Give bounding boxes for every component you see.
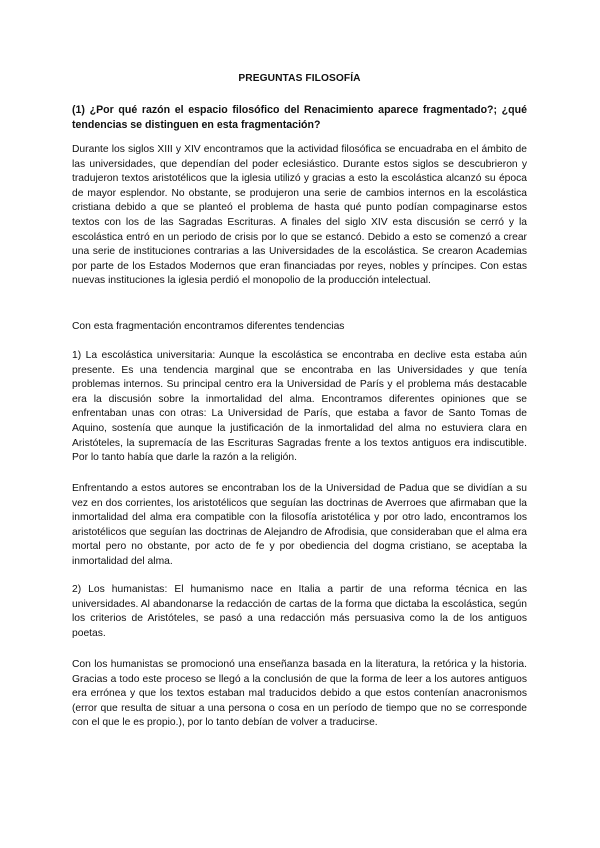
question-heading: (1) ¿Por qué razón el espacio filosófico del Renacimiento aparece fragmentado?; ¿qué tendencias se distinguen en esta fragmentación? <box>72 104 527 131</box>
paragraph-tendencies-intro: Con esta fragmentación encontramos diferentes tendencias <box>72 321 345 332</box>
paragraph-intro: Durante los siglos XIII y XIV encontramos que la actividad filosófica se encuadraba en el ámbito de las universidades, que dependían del poder eclesiástico. Durante estos siglos se descubrieron y tradujeron textos aristotélicos que la iglesia utilizó y gracias a esto la escolástica alcanzó su época de mayor esplendor. No obstante, se produjeron una serie de cambios internos en la escolástica cristiana debido a que se planteó el problema de hasta qué punto podían compaginarse estos textos con los de las Sagradas Escrituras. A finales del siglo XIV esta discusión se cerró y la escolástica entró en un periodo de crisis por lo que se estancó. Debido a esto se comenzó a crear una serie de instituciones contrarias a las Universidades de la escolástica. Se crearon Academias por parte de los Estados Modernos que eran financiadas por reyes, nobles y príncipes. Con estas nuevas instituciones la iglesia perdió el monopolio de la producción intelectual. <box>72 144 527 287</box>
paragraph-humanist-teaching: Con los humanistas se promocionó una enseñanza basada en la literatura, la retórica y la historia. Gracias a todo este proceso se llegó a la conclusión de que la forma de leer a los autores antiguos era errónea y que los textos estaban mal traducidos debido a que estos contenían anacronismos (error que resulta de situar a una persona o cosa en un período de tiempo que no se corresponde con el que le es propio.), por lo tanto debían de volver a traducirse. <box>72 659 527 729</box>
paragraph-padua: Enfrentando a estos autores se encontraban los de la Universidad de Padua que se dividían a su vez en dos corrientes, los aristotélicos que seguían las doctrinas de Averroes que afirmaban que la inmortalidad del alma era compatible con la filosofía aristotélica y por otro lado, encontramos los aristotélicos que seguían las doctrinas de Alejandro de Afrodisia, que consideraban que el alma era mortal pero no obstante, por acto de fe y por obediencia del dogma cristiano, se aceptaba la inmortalidad del alma. <box>72 483 527 567</box>
paragraph-humanists: 2) Los humanistas: El humanismo nace en Italia a partir de una reforma técnica en las universidades. Al abandonarse la redacción de cartas de la forma que dictaba la escolástica, según los criterios de Aristóteles, se pasó a una redacción más persuasiva como la de los antiguos poetas. <box>72 584 527 639</box>
paragraph-scholasticism: 1) La escolástica universitaria: Aunque la escolástica se encontraba en declive esta estaba aún presente. Es una tendencia marginal que se encontraba en las Universidades y que tenía problemas internos. Su principal centro era la Universidad de París y el problema más destacable era la discusión sobre la inmortalidad del alma. Encontramos diferentes opiniones que se enfrentaban unas con otras: La Universidad de París, que estaba a favor de Santo Tomas de Aquino, sostenía que aunque la justificación de la inmortalidad del alma no estuviera clara en Aristóteles, la supremacía de las Escrituras Sagradas frente a los textos antiguos era indiscutible. Por lo tanto había que darle la razón a la religión. <box>72 350 527 464</box>
document-title: PREGUNTAS FILOSOFÍA <box>238 73 361 84</box>
